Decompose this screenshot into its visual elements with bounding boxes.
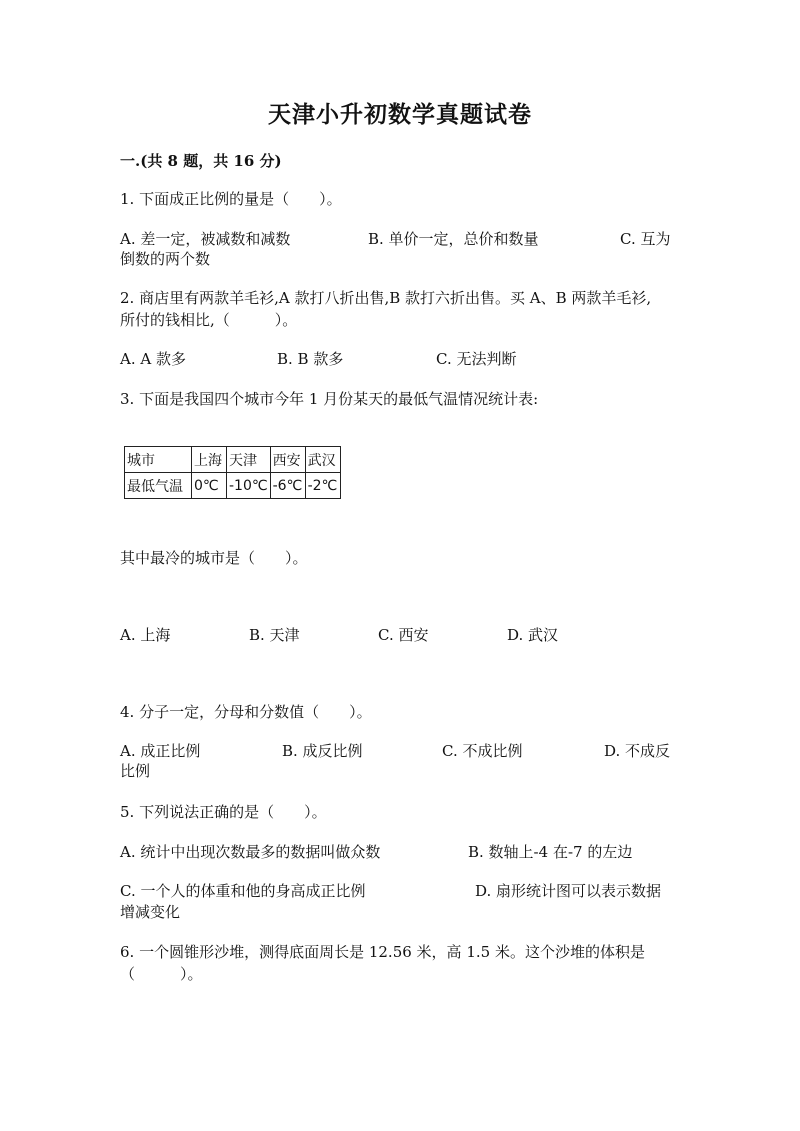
question-2-option-c: C. 无法判断: [436, 350, 517, 368]
question-6-stem-line2: （ ）。: [120, 965, 203, 983]
page-title: 天津小升初数学真题试卷: [268, 101, 532, 128]
table-header-row: [125, 447, 341, 473]
table-cell: 天津: [227, 447, 271, 473]
question-4-option-d-wrap: 比例: [120, 762, 151, 780]
table-cell: 上海: [192, 447, 227, 473]
question-2-stem-line1: 2. 商店里有两款羊毛衫,A 款打八折出售,B 款打六折出售。买 A、B 两款羊毛衫,: [120, 289, 652, 307]
table-row: [125, 473, 341, 499]
question-4-stem: 4. 分子一定，分母和分数值（ ）。: [120, 703, 372, 721]
question-1-option-a: A. 差一定，被减数和减数: [120, 230, 291, 248]
question-2-stem-line2: 所付的钱相比,（ ）。: [120, 311, 298, 329]
question-3-option-c: C. 西安: [378, 626, 429, 644]
question-3-stem: 3. 下面是我国四个城市今年 1 月份某天的最低气温情况统计表:: [120, 390, 539, 408]
table-cell: -10℃: [227, 473, 271, 499]
table-cell: 西安: [270, 447, 305, 473]
question-6-stem-line1: 6. 一个圆锥形沙堆，测得底面周长是 12.56 米，高 1.5 米。这个沙堆的体积是: [120, 943, 645, 961]
question-1-stem: 1. 下面成正比例的量是（ ）。: [120, 190, 342, 208]
question-1-option-c-wrap: 倒数的两个数: [120, 250, 211, 268]
question-5-option-c: C. 一个人的体重和他的身高成正比例: [120, 882, 366, 900]
question-1-option-b: B. 单价一定，总价和数量: [368, 230, 539, 248]
question-5-option-d: D. 扇形统计图可以表示数据: [475, 882, 662, 900]
question-2-option-a: A. A 款多: [120, 350, 186, 368]
question-1-option-c: C. 互为: [620, 230, 671, 248]
question-3-option-a: A. 上海: [120, 626, 171, 644]
table-cell: -2℃: [305, 473, 340, 499]
temperature-table: [124, 446, 341, 499]
table-cell: 武汉: [305, 447, 340, 473]
question-4-option-b: B. 成反比例: [282, 742, 363, 760]
table-cell: 0℃: [192, 473, 227, 499]
question-5-stem: 5. 下列说法正确的是（ ）。: [120, 803, 327, 821]
question-3-option-d: D. 武汉: [507, 626, 559, 644]
question-2-option-b: B. B 款多: [277, 350, 344, 368]
question-5-option-a: A. 统计中出现次数最多的数据叫做众数: [120, 843, 381, 861]
table-cell: 城市: [125, 447, 192, 473]
question-4-option-d: D. 不成反: [604, 742, 671, 760]
question-4-option-a: A. 成正比例: [120, 742, 201, 760]
question-5-option-d-wrap: 增减变化: [120, 903, 181, 921]
section-heading: 一.(共 8 题，共 16 分): [120, 152, 282, 170]
table-cell: 最低气温: [125, 473, 192, 499]
question-5-option-b: B. 数轴上-4 在-7 的左边: [468, 843, 633, 861]
question-4-option-c: C. 不成比例: [442, 742, 523, 760]
question-3-subquestion: 其中最冷的城市是（ ）。: [120, 549, 308, 567]
table-cell: -6℃: [270, 473, 305, 499]
question-3-option-b: B. 天津: [249, 626, 300, 644]
